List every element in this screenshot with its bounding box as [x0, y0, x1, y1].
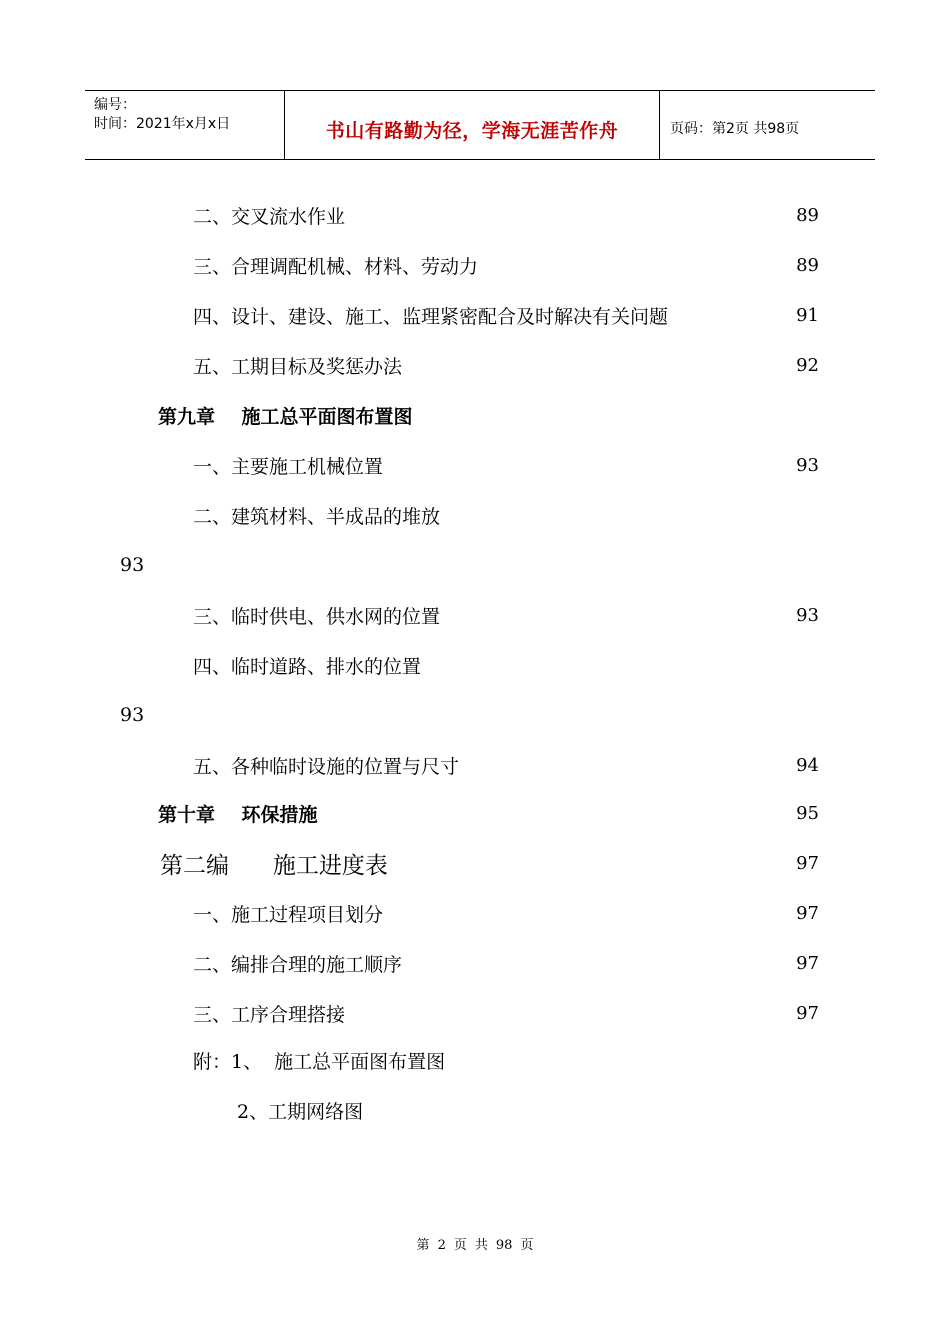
toc-page-number-wrapped: 93 [120, 704, 145, 726]
toc-entry[interactable] [193, 350, 819, 380]
leader-dots [384, 898, 795, 928]
toc-label: 三、合理调配机械、材料、劳动力 [193, 255, 479, 278]
footer-page-number: 2 [437, 1238, 446, 1253]
page-info: 页码：第2页 共98页 [670, 121, 800, 137]
appendix-item: 附：1、 施工总平面图布置图 [193, 1051, 446, 1073]
toc-page-number: 94 [796, 754, 819, 776]
toc-entry[interactable] [193, 650, 823, 680]
toc-label: 一、施工过程项目划分 [193, 903, 384, 926]
toc-entry[interactable] [193, 300, 819, 330]
toc-entry[interactable] [193, 250, 819, 280]
toc-label: 三、工序合理搭接 [193, 1003, 346, 1026]
toc-page-number: 89 [796, 254, 819, 276]
leader-dots [441, 600, 795, 630]
toc-label: 二、建筑材料、半成品的堆放 [193, 505, 441, 528]
toc-part[interactable] [160, 848, 819, 878]
header-left-cell [85, 91, 285, 159]
toc-page-number: 97 [796, 902, 819, 924]
toc-chapter[interactable] [158, 400, 819, 430]
toc-page-number-wrapped: 93 [120, 554, 145, 576]
toc-label: 四、设计、建设、施工、监理紧密配合及时解决有关问题 [193, 305, 669, 328]
footer-total-pages: 98 [495, 1238, 513, 1253]
time-label: 时间：2021年x月x日 [94, 116, 231, 132]
toc-page-number: 97 [796, 852, 819, 874]
toc-chapter-label: 第九章 施工总平面图布置图 [158, 405, 413, 428]
toc-entry[interactable] [193, 750, 819, 780]
toc-page-number: 97 [796, 1002, 819, 1024]
leader-dots [400, 848, 795, 878]
toc-page-number: 92 [796, 354, 819, 376]
toc-entry[interactable] [193, 600, 819, 630]
leader-dots [441, 500, 822, 530]
leader-dots [346, 998, 795, 1028]
toc-entry[interactable] [193, 200, 819, 230]
leader-dots [403, 350, 795, 380]
toc-entry[interactable] [193, 898, 819, 928]
toc-label: 五、各种临时设施的位置与尺寸 [193, 755, 460, 778]
footer-text: 页 [520, 1238, 534, 1253]
footer-text: 共 [474, 1238, 488, 1253]
toc-label: 五、工期目标及奖惩办法 [193, 355, 403, 378]
toc-entry[interactable] [193, 450, 819, 480]
toc-page-number: 93 [796, 604, 819, 626]
footer-text: 第 [416, 1238, 430, 1253]
toc-page-number: 91 [796, 304, 819, 326]
footer-text: 页 [453, 1238, 467, 1253]
toc-chapter-label: 第十章 环保措施 [158, 803, 318, 826]
toc-page-number: 89 [796, 204, 819, 226]
toc-entry[interactable] [193, 998, 819, 1028]
leader-dots [479, 250, 795, 280]
toc-label: 四、临时道路、排水的位置 [193, 655, 422, 678]
leader-dots [403, 948, 795, 978]
toc-label: 一、主要施工机械位置 [193, 455, 384, 478]
document-header [85, 90, 875, 160]
toc-entry[interactable] [193, 500, 823, 530]
number-label: 编号： [94, 97, 136, 113]
toc-page-number: 95 [796, 802, 819, 824]
header-middle-cell [285, 91, 660, 159]
toc-page-number: 97 [796, 952, 819, 974]
motto-text: 书山有路勤为径，学海无涯苦作舟 [325, 120, 619, 142]
leader-dots [422, 650, 822, 680]
leader-dots [346, 200, 795, 230]
leader-dots [669, 300, 795, 330]
toc-label: 三、临时供电、供水网的位置 [193, 605, 441, 628]
leader-dots [384, 450, 795, 480]
toc-label: 二、交叉流水作业 [193, 205, 346, 228]
toc-page-number: 93 [796, 454, 819, 476]
toc-entry[interactable] [193, 948, 819, 978]
leader-dots [460, 750, 795, 780]
leader-dots [327, 798, 795, 828]
toc-label: 二、编排合理的施工顺序 [193, 953, 403, 976]
header-right-cell [660, 91, 875, 159]
toc-chapter[interactable] [158, 798, 819, 828]
toc-part-label: 第二编 施工进度表 [160, 852, 388, 879]
appendix-item: 2、工期网络图 [237, 1101, 364, 1123]
page-footer [0, 1234, 950, 1253]
